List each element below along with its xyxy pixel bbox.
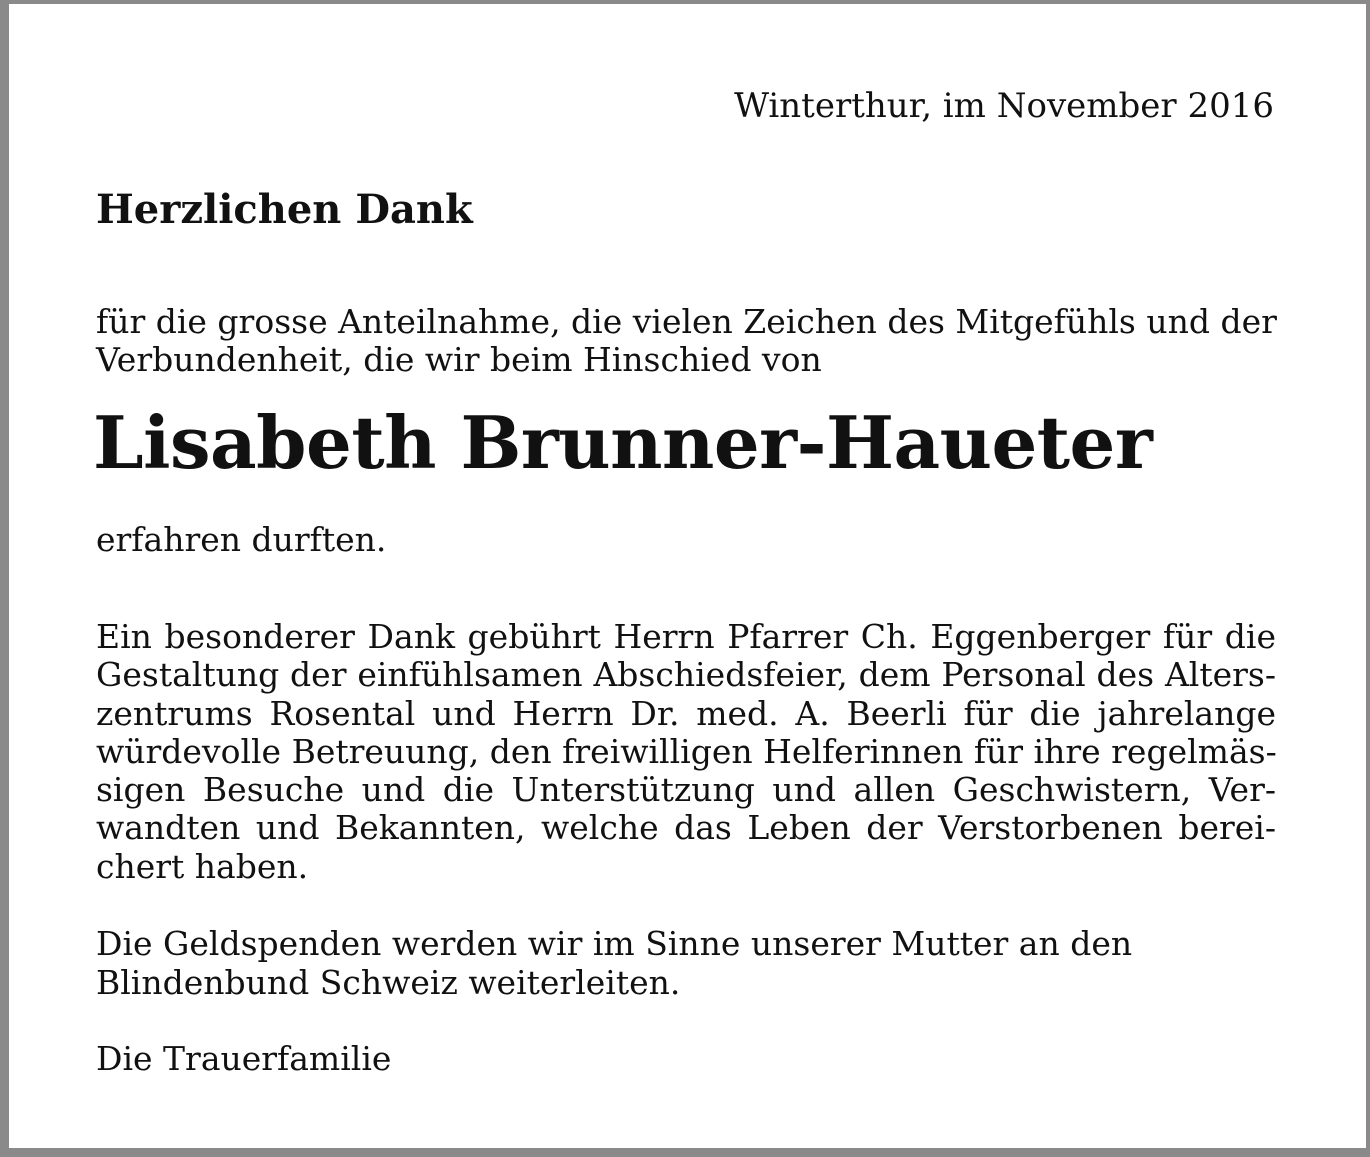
intro-line: Verbundenheit, die wir beim Hinschied von (96, 340, 822, 379)
thanks-line: würdevolle Betreuung, den freiwilligen Helferinnen für ihre regelmäs- (96, 731, 1277, 771)
notice-heading: Herzlichen Dank (96, 186, 473, 233)
thanks-line: zentrums Rosental und Herrn Dr. med. A. Beerli für die jahrelange (96, 693, 1276, 733)
thanks-line: sigen Besuche und die Unterstützung und allen Geschwistern, Ver- (96, 770, 1276, 810)
intro-paragraph (96, 303, 1276, 379)
dateline: Winterthur, im November 2016 (734, 86, 1274, 126)
thanks-paragraph (96, 618, 1276, 886)
donation-paragraph (96, 925, 1132, 1002)
thanks-line: Gestaltung der einfühlsamen Abschiedsfeier, dem Personal des Alters- (96, 655, 1276, 695)
donation-line: Die Geldspenden werden wir im Sinne unserer Mutter an den (96, 924, 1133, 963)
deceased-name: Lisabeth Brunner-Haueter (93, 400, 1153, 485)
after-name-text: erfahren durften. (96, 520, 387, 559)
thanks-line: chert haben. (96, 846, 309, 886)
intro-line: für die grosse Anteilnahme, die vielen Zeichen des Mitgefühls und der (96, 302, 1277, 341)
thanks-line: wandten und Bekannten, welche das Leben der Verstorbenen berei- (96, 808, 1276, 848)
signature: Die Trauerfamilie (96, 1039, 392, 1078)
thanks-line: Ein besonderer Dank gebührt Herrn Pfarrer Ch. Eggenberger für die (96, 617, 1276, 656)
donation-line: Blindenbund Schweiz weiterleiten. (96, 962, 681, 1002)
